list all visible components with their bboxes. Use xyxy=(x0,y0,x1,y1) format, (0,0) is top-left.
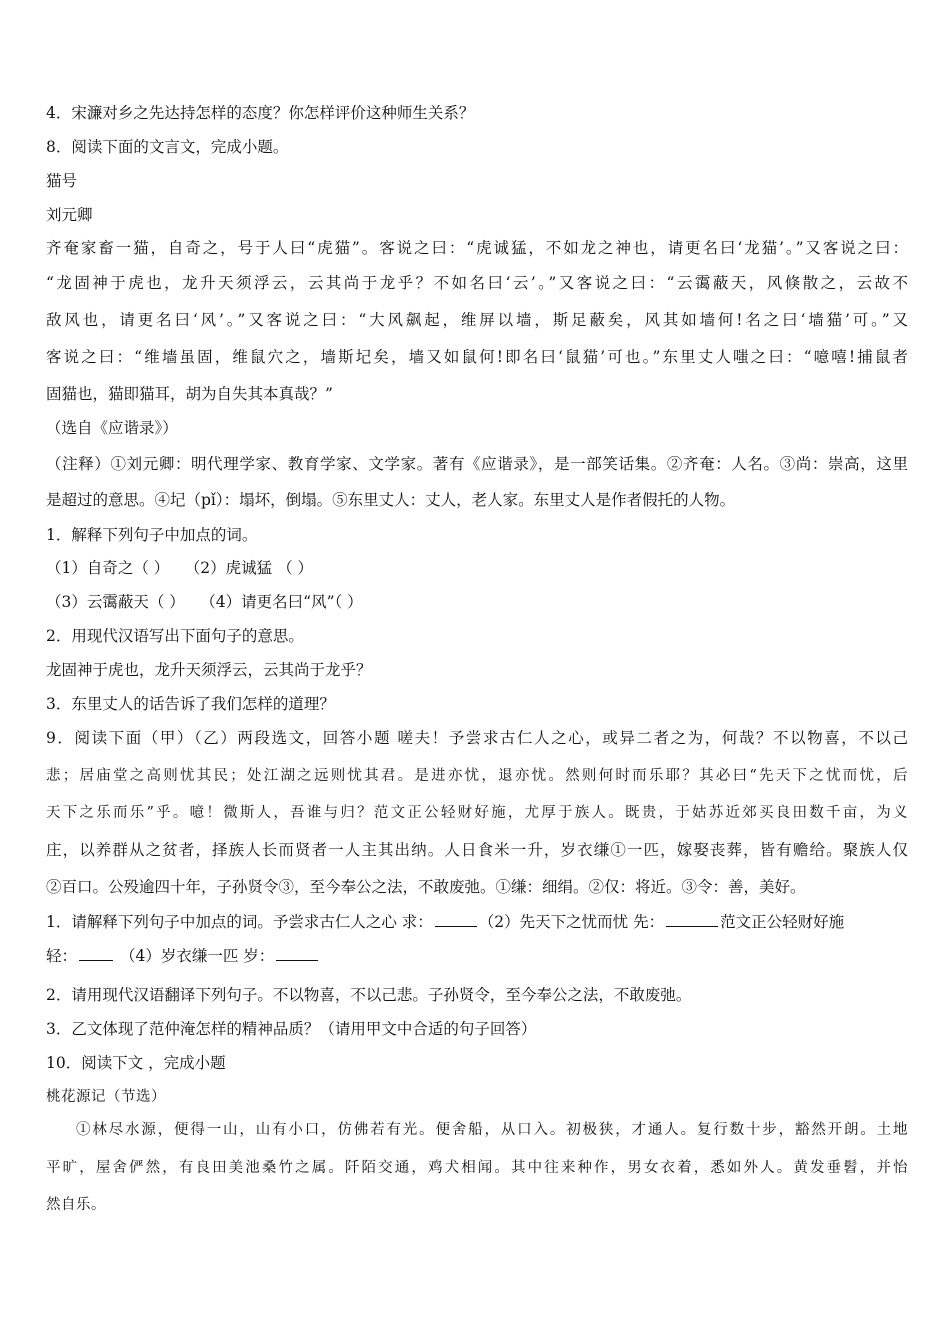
q9-item-2: （2）先天下之忧而忧 先： xyxy=(478,913,665,931)
translate-sentence: 龙固神于虎也，龙升天须浮云，云其尚于龙乎？ xyxy=(46,661,372,679)
question-8-heading: 8．阅读下面的文言文，完成小题。 xyxy=(46,138,289,156)
passage-line: ①林尽水源，便得一山，山有小口，仿佛若有光。便舍船，从口入。初极狭，才通人。复行数十步，豁然开朗。土地 xyxy=(76,1122,908,1138)
q9-sub-question-2: 2．请用现代汉语翻译下列句子。不以物喜，不以己悲。子孙贤令，至今奉公之法，不敢废弛。 xyxy=(46,986,692,1004)
word-items-row-1: （1）自奇之（ ） （2）虎诚猛 （ ） xyxy=(46,559,314,577)
q9-sub-question-3: 3．乙文体现了范仲淹怎样的精神品质？（请用甲文中合适的句子回答） xyxy=(46,1020,537,1038)
source-note: （选自《应谐录》） xyxy=(46,419,178,437)
q9-item-4: （4）岁衣缣一匹 岁： xyxy=(119,947,275,965)
question-9-line: 悲；居庙堂之高则忧其民；处江湖之远则忧其君。是进亦忧，退亦忧。然则何时而乐耶？其必曰“先天下之忧而忧，后 xyxy=(46,768,908,784)
annotation-line: （注释）①刘元卿：明代理学家、教育学家、文学家。著有《应谐录》，是一部笑话集。②齐奄：人名。③尚：崇高，这里 xyxy=(46,455,908,473)
q9-item-1: 1．请解释下列句子中加点的词。予尝求古仁人之心 求： xyxy=(46,913,433,931)
sub-question-2: 2．用现代汉语写出下面句子的意思。 xyxy=(46,627,304,645)
answer-blank[interactable] xyxy=(666,912,718,927)
answer-blank[interactable] xyxy=(276,946,318,961)
text-title: 桃花源记（节选） xyxy=(46,1089,166,1105)
passage-line: 平旷，屋舍俨然，有良田美池桑竹之属。阡陌交通，鸡犬相闻。其中往来种作，男女衣着，悉如外人。黄发垂髫，并怡 xyxy=(46,1160,908,1176)
sub-question-1: 1．解释下列句子中加点的词。 xyxy=(46,526,258,544)
question-9-line: 庄，以养群从之贫者，择族人长而贤者一人主其出纳。人日食米一升，岁衣缣①一匹，嫁娶丧葬，皆有赡给。聚族人仅 xyxy=(46,841,908,859)
passage-line: “龙固神于虎也，龙升天须浮云，云其尚于龙乎？不如名曰‘云’。”又客说之曰：“云霭蔽天，风倏散之，云故不 xyxy=(46,274,908,292)
annotation-line: 是超过的意思。④圮（pǐ）：塌坏，倒塌。⑤东里丈人：丈人，老人家。东里丈人是作者假托的人物。 xyxy=(46,491,736,509)
question-9-line: 天下之乐而乐”乎。噫！微斯人，吾谁与归？范文正公轻财好施，尤厚于族人。既贵，于姑苏近郊买良田数千亩，为义 xyxy=(46,805,908,821)
passage-line: 客说之曰：“维墙虽固，维鼠穴之，墙斯圮矣，墙又如鼠何!即名曰‘鼠猫’可也。”东里丈人嗤之曰：“噫嘻!捕鼠者 xyxy=(46,348,908,366)
passage-line: 然自乐。 xyxy=(46,1197,106,1213)
answer-blank[interactable] xyxy=(79,946,113,961)
passage-line: 敌风也，请更名曰‘风’。”又客说之曰：“大风飙起，维屏以墙，斯足蔽矣，风其如墙何!名之曰‘墙猫’可。”又 xyxy=(46,311,908,329)
q9-item-3: 范文正公轻财好施 xyxy=(720,913,845,931)
q9-sub-question-1 xyxy=(46,912,908,932)
question-10-heading: 10．阅读下文 ，完成小题 xyxy=(46,1054,226,1072)
question-4: 4．宋濂对乡之先达持怎样的态度？你怎样评价这种师生关系？ xyxy=(46,104,475,122)
answer-blank[interactable] xyxy=(435,912,477,927)
passage-line: 齐奄家畜一猫，自奇之，号于人曰“虎猫”。客说之曰：“虎诚猛，不如龙之神也，请更名曰‘龙猫’。”又客说之曰： xyxy=(46,239,908,257)
text-title: 猫号 xyxy=(46,172,78,190)
sub-question-3: 3．东里丈人的话告诉了我们怎样的道理？ xyxy=(46,695,335,713)
q9-sub-question-1-cont xyxy=(46,946,908,966)
text-author: 刘元卿 xyxy=(46,206,93,224)
question-9-line: ②百口。公殁逾四十年，子孙贤令③，至今奉公之法，不敢废弛。①缣：细绢。②仅：将近。③令：善，美好。 xyxy=(46,878,806,896)
q9-item-3-word: 轻： xyxy=(46,947,78,965)
passage-line: 固猫也，猫即猫耳，胡为自失其本真哉？” xyxy=(46,385,333,403)
word-items-row-2: （3）云霭蔽天（ ） （4）请更名曰“风”（ ） xyxy=(46,593,363,611)
question-9-line: 9．阅读下面（甲）（乙）两段选文，回答小题 嗟夫！予尝求古仁人之心，或异二者之为，何哉？不以物喜，不以己 xyxy=(46,729,908,747)
